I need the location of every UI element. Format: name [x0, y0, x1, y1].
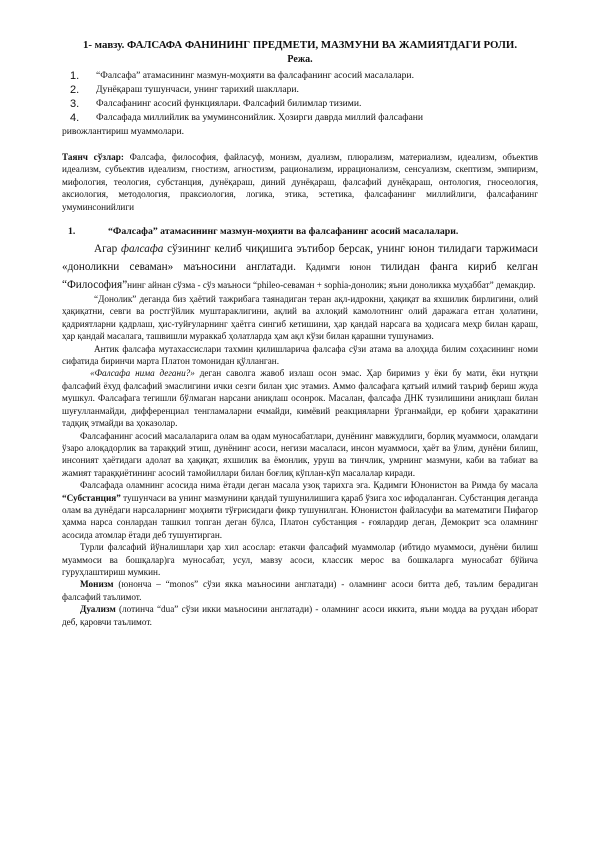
- plan-item: [62, 69, 538, 83]
- plan-item: [62, 111, 538, 125]
- p6-text-c: тушунчаси ва унинг мазмунини қандай тушунилишига қараб ўзига хос ифодаланган. Субстанция деганда олам ва дунёдаги нарсаларнинг моҳияти тўғрисидаги фикр тушунилган. Юнонистон файласуфи ва математиги Пифагор ҳамма нарса сонлардан ташкил топган деган бўлса, Платон субстанция - ғоялардир деган, Демокрит эса оламнинг асосида атомлар ётади деб тушунтирган.: [62, 492, 538, 540]
- plan-item-text: Дунёқараш тушунчаси, унинг тарихий шакллари.: [96, 84, 299, 95]
- plan-heading: Режа.: [287, 54, 313, 65]
- p4-question: «Фалсафа нима дегани?»: [90, 368, 195, 379]
- p6-term: “Субстанция”: [62, 492, 121, 503]
- p1-text-b: фалсафа: [121, 243, 164, 256]
- plan-list: [62, 69, 538, 139]
- p1-text-a: Агар: [94, 243, 121, 256]
- p1-text-d: Қадимги юнон: [295, 262, 381, 273]
- keywords-text: Фалсафа, философия, файласуф, монизм, дуализм, плюрализм, материализм, идеализм, объектив идеализм, субъектив идеализм, гностизм, агностизм, рационализм, иррационализм, сенсуализм, скептизм, эмпиризм, мифология, теология, субстанция, дунёқараш, диний дунёқараш, фалсафий дунёқараш, онтология, гносеология, аксиология, методология, праксиология, логика, этика, эстетика, фалсафанинг миллийлиги, фалсафанинг умуминсонийлиги: [62, 152, 538, 212]
- plan-item: [62, 83, 538, 97]
- p1-text-c: сўзининг келиб чиқишига эътибор берсак, унинг юнон тилидаги таржимаси «доноликни севаман» маъносини англатади.: [62, 243, 539, 274]
- paragraph-3: Антик фалсафа мутахассислари тахмин қилишларича фалсафа сўзи атама ва алоҳида билим соҳасининг номи сифатида биринчи марта Платон томонидан қўлланган.: [62, 343, 538, 367]
- paragraph-5: Фалсафанинг асосий масалаларига олам ва одам муносабатлари, дунёнинг мавжудлиги, борлиқ муаммоси, оламдаги ўзаро алоқадорлик ва тараққий этиш, дунёнинг асоси, негизи масаласи, инсон муаммоси, ҳаёт ва ўлим, дунёни билиш, инсоният ҳаётидаги адолат ва ҳақиқат, яхшилик ва ёмонлик, уруш ва тинчлик, умрнинг мазмуни, каби ва табиат ва жамият тараққиётининг асосий тамойиллари билан боғлиқ кўплан-кўп масалалар киради.: [62, 430, 538, 478]
- plan-item-continuation: [62, 125, 538, 139]
- paragraph-1: [62, 239, 538, 293]
- p8-term: Монизм: [80, 579, 114, 590]
- paragraph-2: “Донолик” деганда биз ҳаётий тажрибага таянадиган теран ақл-идрокни, ҳақиқат ва яхшилик бирлигини, олий ҳақиқатни, севги ва ростгўйлик муштараклигини, ақлий ва ахлоқий камолотнинг олий даражага етган ҳолатини, қадриятларни қадрлаш, ҳис-туйғуларнинг ҳаётга сингиб кетишини, ҳар қандай нарсага ва ҳодисага меҳр билан қараш, ҳар қандай масалага, ташвишли мураккаб ҳолатларда ҳам ақл кўзи билан қарашни тушунамиз.: [62, 294, 538, 342]
- p9-term: Дуализм: [80, 604, 116, 615]
- p9-text: (лотинча “dua” сўзи икки маъносини англатади) - оламнинг асоси иккита, яъни модда ва руҳдан иборат деб, қаровчи таълимот.: [62, 604, 538, 627]
- p6-text-a: Фалсафада оламнинг асосида нима ётади деган масала узоқ тарихга эга. Қадимги Юнонистон ва Римда бу масала: [80, 480, 538, 491]
- paragraph-4: [62, 367, 538, 429]
- plan-item-text: ривожлантириш муаммолари.: [62, 126, 184, 137]
- plan-item-number: 2.: [70, 84, 80, 96]
- p8-text: (юнонча – “monos” сўзи якка маъносини англатади) - оламнинг асоси битта деб, таълим берадиган фалсафий таълимот.: [62, 579, 538, 602]
- plan-item-text: Фалсафанинг асосий функциялари. Фалсафий билимлар тизими.: [96, 98, 362, 109]
- p1-text-f: нинг айнан сўзма - сўз маъноси “phileo-севаман + sophia-донолик; яъни донoликка муҳаббат” демакдир.: [127, 280, 536, 291]
- plan-item-text: “Фалсафа” атамасининг мазмун-моҳияти ва фалсафанинг асосий масалалари.: [96, 70, 414, 81]
- plan-item-number: 3.: [70, 98, 80, 110]
- paragraph-9: [62, 603, 538, 628]
- p1-text-e: тилидан фанга кириб келган “Философия”: [62, 261, 539, 292]
- paragraph-8: [62, 578, 538, 603]
- section-number: 1.: [68, 226, 76, 238]
- paragraph-6: [62, 479, 538, 541]
- plan-item: [62, 97, 538, 111]
- document-title: 1- мавзу. ФАЛСАФА ФАНИНИНГ ПРЕДМЕТИ, МАЗМУНИ ВА ЖАМИЯТДАГИ РОЛИ.: [82, 39, 518, 51]
- keywords-paragraph: [62, 151, 538, 213]
- paragraph-7: Турли фалсафий йўналишлари ҳар хил асослар: етакчи фалсафий муаммолар (ибтидо муаммоси, дунёни билиш муаммоси ва бошқалар)га муносабат, усул, мавзу асоси, классик мерос ва бошкаларга муносабат бўйича гуруҳлаштириш мумкин.: [62, 542, 538, 577]
- section-heading: [62, 225, 538, 239]
- plan-item-text: Фалсафада миллийлик ва умуминсонийлик. Ҳозирги даврда миллий фалсафани: [96, 112, 423, 123]
- plan-item-number: 4.: [70, 112, 80, 124]
- p4-text: деган саволга жавоб излаш осон эмас. Ҳар биримиз у ёки бу мати, ёки нутқни фалсафий ёхуд фалсафий эмаслигини ички сезги билан ҳис этамиз. Аммо фалсафага қатъий илмий таъриф бериш жуда мушкул. Фалсафага тегишли бўлмаган нарсани аниқлаш осонрок. Масалан, фалсафа ДНК тузилишини аниқлаш билан шуғулланмайди, дифференциал тенгламаларни ечмайди, кимёвий реакцияларни ўрганмайди, ер қобиғи ҳаракатини тадқиқ этмайди ва ҳоказолар.: [62, 368, 538, 429]
- keywords-label: Таянч сўзлар:: [62, 152, 124, 162]
- plan-item-number: 1.: [70, 70, 80, 82]
- section-title: “Фалсафа” атамасининг мазмун-моҳияти ва фалсафанинг асосий масалалари.: [108, 226, 459, 238]
